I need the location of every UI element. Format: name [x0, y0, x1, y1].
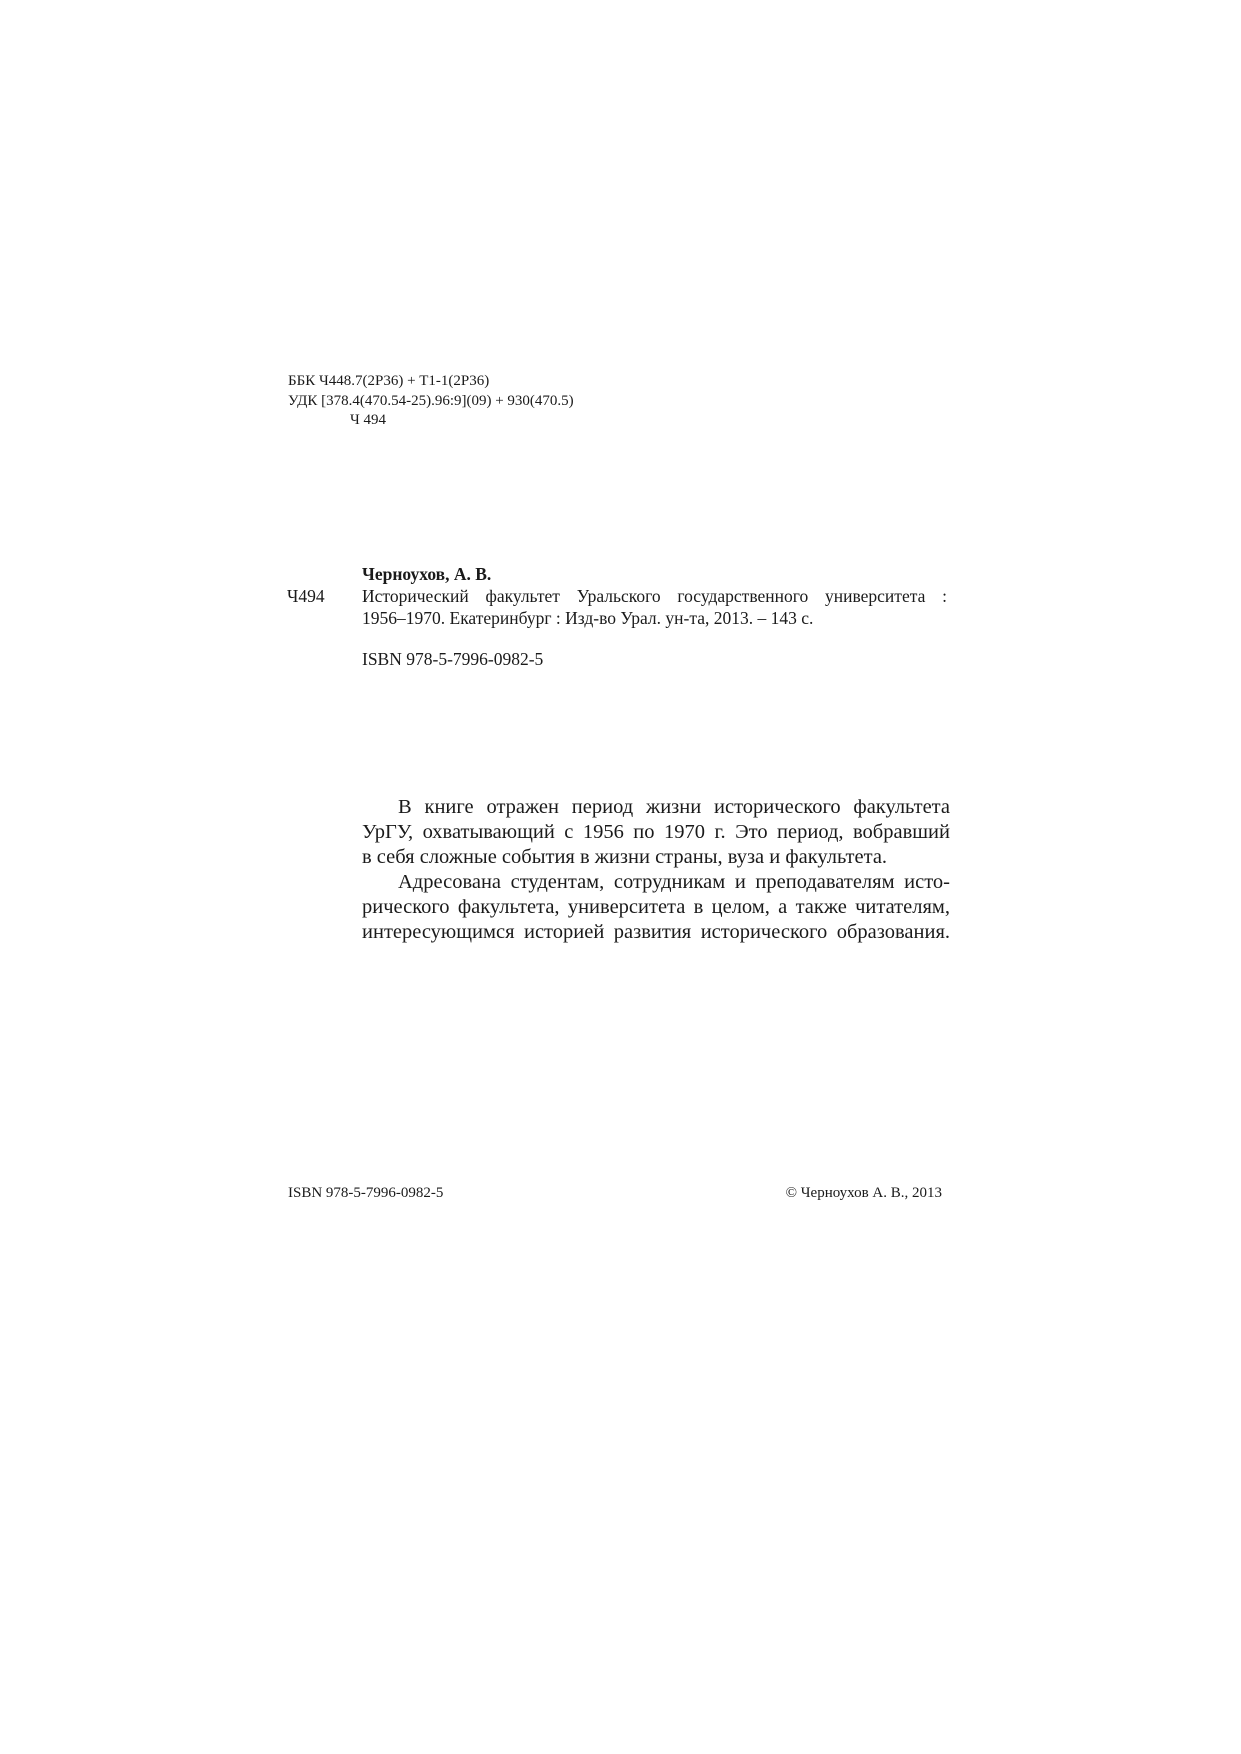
footer-isbn: ISBN 978-5-7996-0982-5	[288, 1185, 444, 1201]
annotation-p1-line-1: В книге отражен период жизни исторического факультета	[398, 796, 950, 818]
annotation-p2-line-3: интересующимся историей развития исторического образования.	[362, 921, 950, 943]
record-index-mark: Ч494	[287, 586, 325, 606]
record-title-line-1: Исторический факультет Уральского государственного университета :	[362, 586, 947, 606]
record-author: Черноухов, А. В.	[362, 564, 492, 584]
record-isbn: ISBN 978-5-7996-0982-5	[362, 649, 544, 669]
annotation-p2-line-1: Адресована студентам, сотрудникам и преподавателям исто-	[398, 871, 950, 893]
record-title-line-2: 1956–1970. Екатеринбург : Изд-во Урал. ун-та, 2013. – 143 с.	[362, 608, 814, 628]
annotation-p2-line-2: рического факультета, университета в целом, а также читателям,	[362, 896, 950, 918]
annotation-p1-line-3: в себя сложные события в жизни страны, вуза и факультета.	[362, 846, 888, 868]
author-mark: Ч 494	[350, 412, 386, 428]
annotation-p1-line-2: УрГУ, охватывающий с 1956 по 1970 г. Это период, вобравший	[362, 821, 950, 843]
udk-code: УДК [378.4(470.54-25).96:9](09) + 930(470.5)	[288, 393, 574, 409]
footer-copyright: © Черноухов А. В., 2013	[785, 1185, 942, 1201]
bbk-code: ББК Ч448.7(2Р36) + Т1-1(2Р36)	[288, 373, 490, 389]
